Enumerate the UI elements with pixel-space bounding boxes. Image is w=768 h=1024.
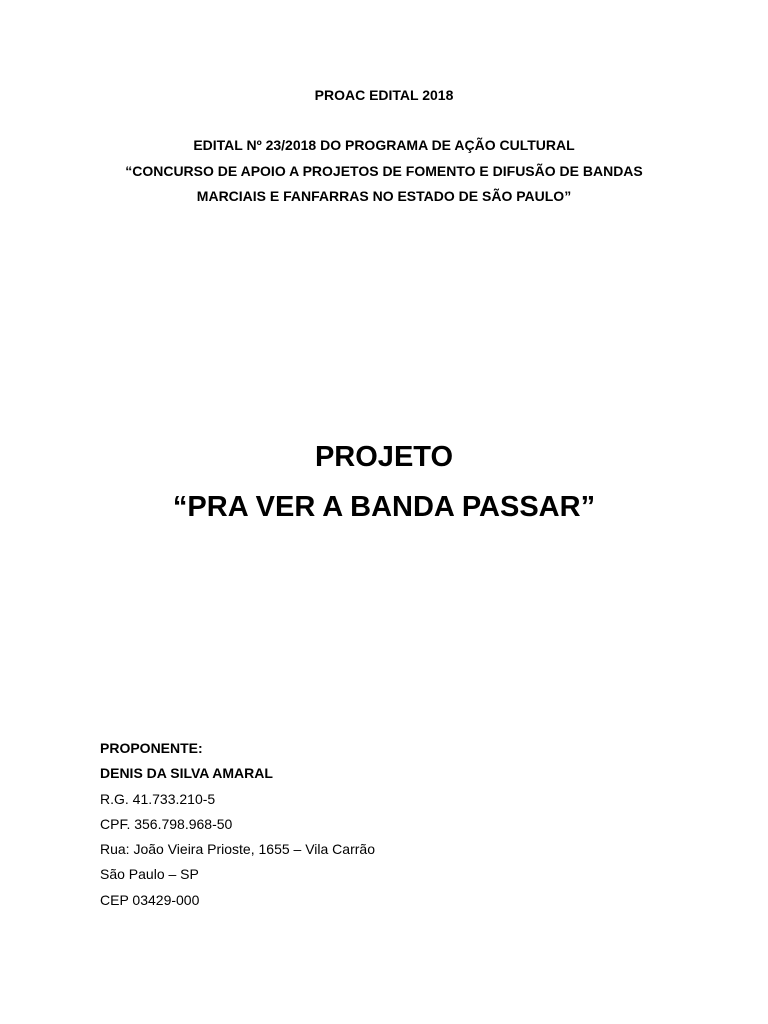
proponent-city: São Paulo – SP xyxy=(100,866,199,883)
project-label: PROJETO xyxy=(314,441,454,473)
proponent-cep: CEP 03429-000 xyxy=(100,891,200,908)
proponent-cpf: CPF. 356.798.968-50 xyxy=(100,815,233,832)
proponent-label: PROPONENTE: xyxy=(100,740,203,756)
proponent-street: Rua: João Vieira Prioste, 1655 – Vila Carrão xyxy=(100,841,375,858)
proponent-rg: R.G. 41.733.210-5 xyxy=(100,790,216,807)
edital-number: EDITAL Nº 23/2018 DO PROGRAMA DE AÇÃO CULTURAL xyxy=(193,137,575,153)
project-title: “PRA VER A BANDA PASSAR” xyxy=(172,491,596,523)
edital-heading: PROAC EDITAL 2018 xyxy=(314,87,454,103)
proponent-name: DENIS DA SILVA AMARAL xyxy=(100,765,273,782)
contest-title-line-2: MARCIAIS E FANFARRAS NO ESTADO DE SÃO PAULO” xyxy=(196,188,572,204)
contest-title-line-1: “CONCURSO DE APOIO A PROJETOS DE FOMENTO E DIFUSÃO DE BANDAS xyxy=(125,163,643,179)
proponent-info xyxy=(100,736,375,913)
